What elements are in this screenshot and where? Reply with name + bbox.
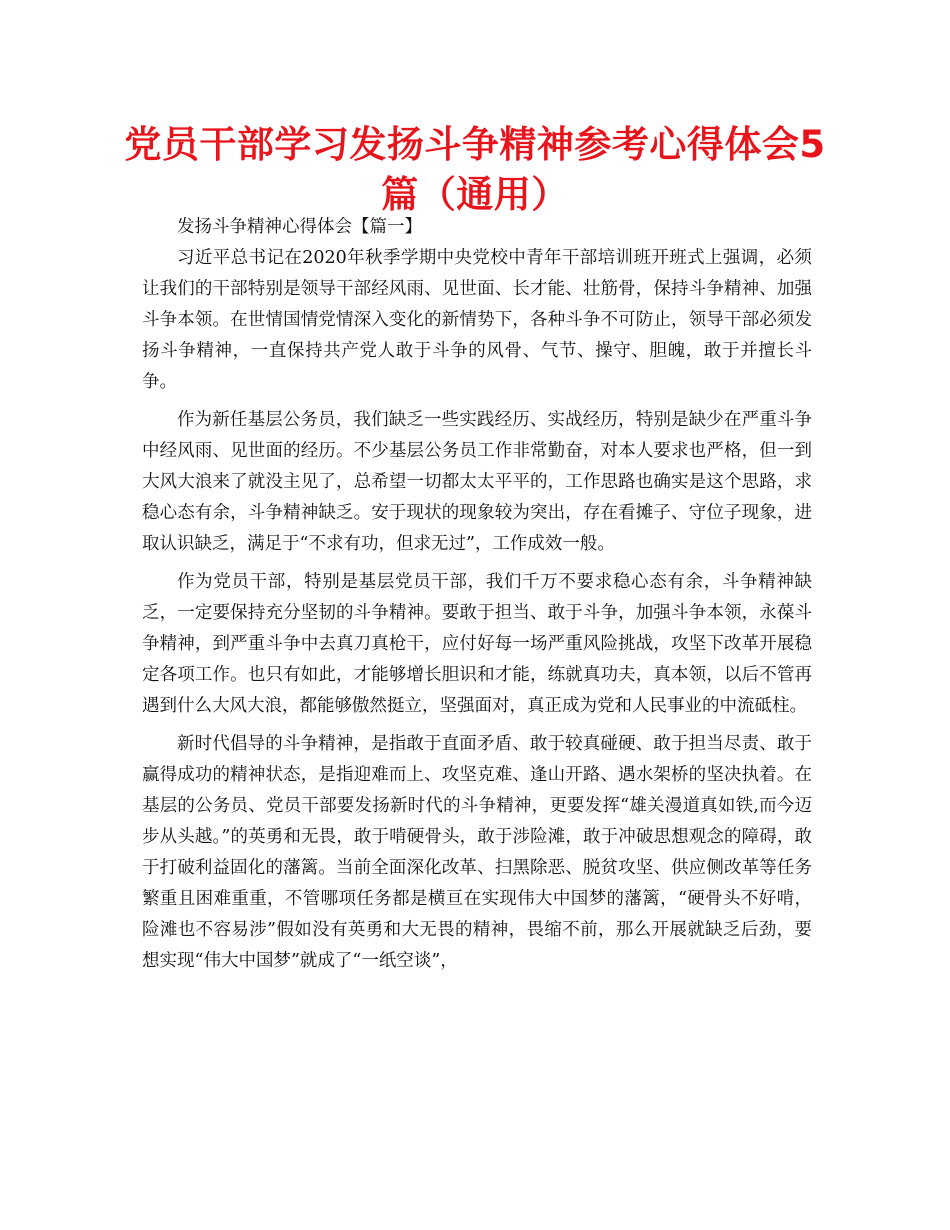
document-body (142, 212, 812, 984)
document-title: 党员干部学习发扬斗争精神参考心得体会5篇（通用） (124, 123, 826, 216)
section-heading: 发扬斗争精神心得体会【篇一】 (177, 217, 422, 237)
paragraph-2: 作为新任基层公务员，我们缺乏一些实践经历、实战经历，特别是缺少在严重斗争中经风雨、见世面的经历。不少基层公务员工作非常勤奋，对本人要求也严格，但一到大风大浪来了就没主见了，总希望一切都太太平平的，工作思路也确实是这个思路，求稳心态有余，斗争精神缺乏。安于现状的现象较为突出，存在看摊子、守位子现象，进取认识缺乏，满足于“不求有功，但求无过”，工作成效一般。 (142, 410, 812, 554)
paragraph-1: 习近平总书记在2020年秋季学期中央党校中青年干部培训班开班式上强调，必须让我们的干部特别是领导干部经风雨、见世面、长才能、壮筋骨，保持斗争精神、加强斗争本领。在世情国情党情深入变化的新情势下，各种斗争不可防止，领导干部必须发扬斗争精神，一直保持共产党人敢于斗争的风骨、气节、操守、胆魄，敢于并擅长斗争。 (142, 248, 812, 392)
paragraph-3: 作为党员干部，特别是基层党员干部，我们千万不要求稳心态有余，斗争精神缺乏，一定要保持充分坚韧的斗争精神。要敢于担当、敢于斗争，加强斗争本领，永葆斗争精神，到严重斗争中去真刀真枪干，应付好每一场严重风险挑战，攻坚下改革开展稳定各项工作。也只有如此，才能够增长胆识和才能，练就真功夫，真本领，以后不管再遇到什么大风大浪，都能够傲然挺立，坚强面对，真正成为党和人民事业的中流砥柱。 (142, 572, 812, 716)
paragraph-4: 新时代倡导的斗争精神，是指敢于直面矛盾、敢于较真碰硬、敢于担当尽责、敢于赢得成功的精神状态，是指迎难而上、攻坚克难、逢山开路、遇水架桥的坚决执着。在基层的公务员、党员干部要发扬新时代的斗争精神，更要发挥“雄关漫道真如铁,而今迈步从头越。”的英勇和无畏，敢于啃硬骨头，敢于涉险滩，敢于冲破思想观念的障碍，敢于打破利益固化的藩篱。当前全面深化改革、扫黑除恶、脱贫攻坚、供应侧改革等任务繁重且困难重重，不管哪项任务都是横亘在实现伟大中国梦的藩篱，“硬骨头不好啃，险滩也不容易涉”假如没有英勇和大无畏的精神，畏缩不前，那么开展就缺乏后劲，要想实现“伟大中国梦”就成了“一纸空谈”， (142, 734, 812, 971)
